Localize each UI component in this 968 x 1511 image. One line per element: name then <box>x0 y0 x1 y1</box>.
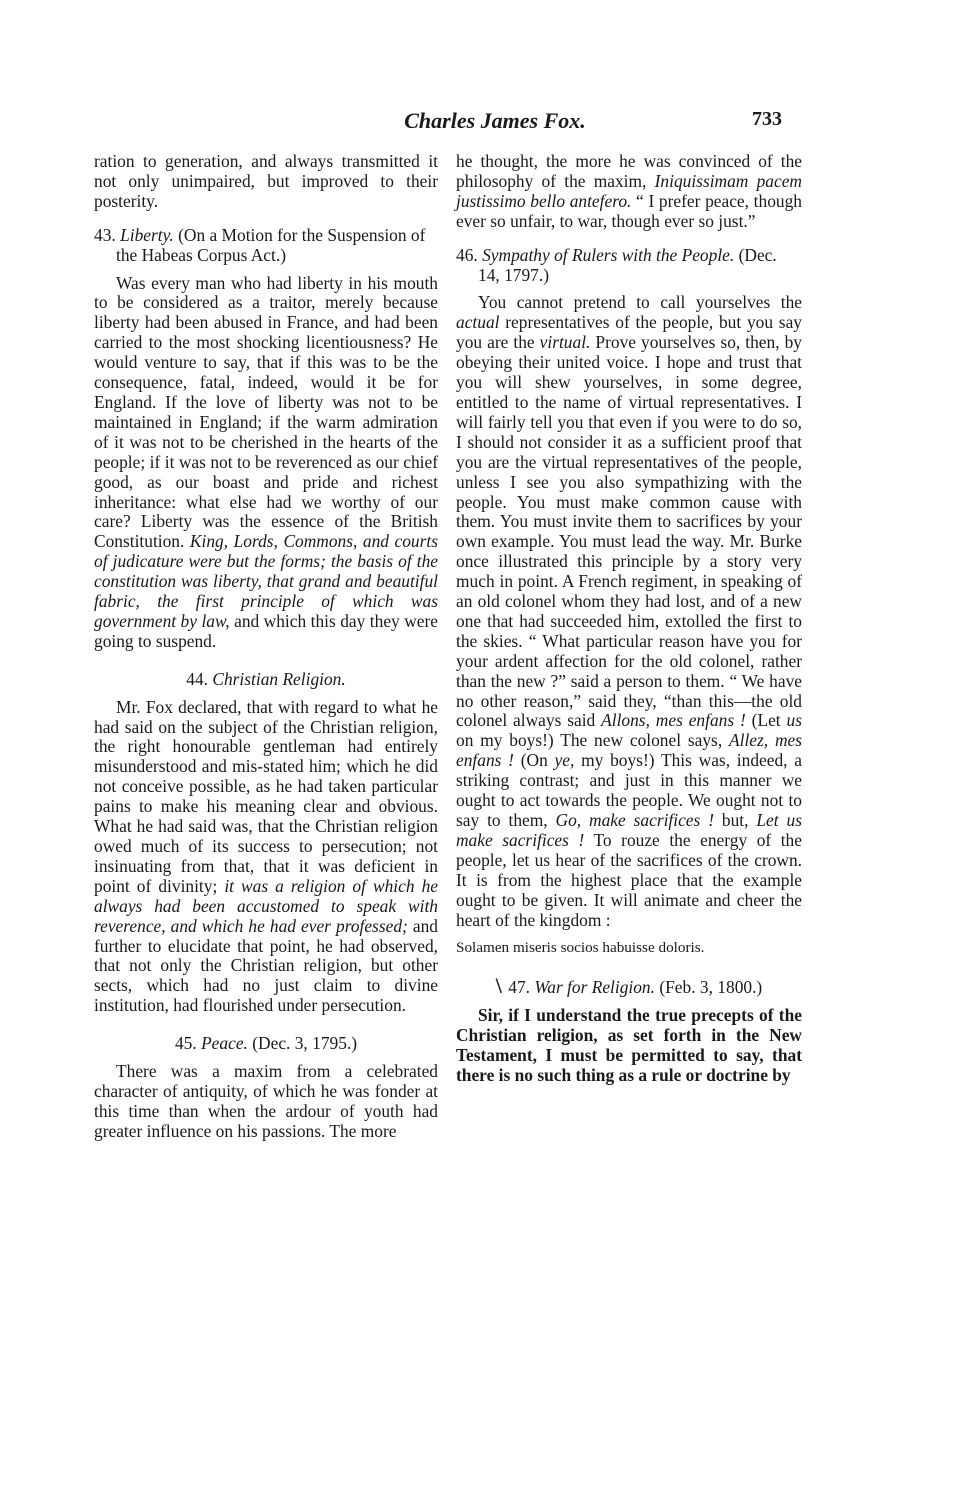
section-number: 44. <box>186 668 209 689</box>
section-44-body <box>94 698 438 1017</box>
body-text: and which this day they were going to suspend. <box>94 610 438 651</box>
section-note: (Dec. 14, 1797.) <box>478 244 777 285</box>
section-title: War for Religion. <box>534 977 655 998</box>
section-43-heading <box>94 226 438 266</box>
continued-paragraph: ration to generation, and always transmitted it not only unimpaired, but improved to their posterity. <box>94 151 438 211</box>
italic-text: virtual. <box>539 332 591 353</box>
section-title: Sympathy of Rulers with the People. <box>482 244 735 265</box>
section-46-body <box>456 293 802 930</box>
body-text: on my boys!) The new colonel says, <box>456 730 723 751</box>
body-text: he thought, the more he was convinced of the philosophy of the maxim, <box>456 151 802 191</box>
running-head-title: Charles James Fox. <box>404 108 586 133</box>
section-46-heading <box>456 246 802 286</box>
section-number: 47. <box>508 977 530 998</box>
section-title: Liberty. <box>120 224 174 245</box>
body-text: my boys!) This was, indeed, a striking contrast; and just in this manner we ought to act towards the people. We ought not to say to them, <box>456 750 802 830</box>
section-number: 46. <box>456 244 478 265</box>
italic-text: Let us make sacrifices ! <box>456 810 802 850</box>
italic-text: Allez, mes enfans ! <box>456 730 802 771</box>
section-number: 43. <box>94 224 116 245</box>
left-column <box>94 152 438 1142</box>
body-text: “ I prefer peace, though ever so unfair, to war, though ever so just.” <box>456 190 802 231</box>
section-title: Peace. <box>201 1033 248 1054</box>
body-text: (On <box>520 750 548 771</box>
body-text: (Let <box>751 710 781 731</box>
section-45-heading <box>94 1034 438 1054</box>
body-text: You cannot pretend to call yourselves the <box>478 292 802 313</box>
section-43-body <box>94 274 438 652</box>
body-text: Was every man who had liberty in his mouth to be considered as a traitor, merely because liberty had been abused in France, and had been carried to the most shocking licentiousness? He would venture to say, that if this was to be the consequence, fatal, indeed, would it be for England. If the love of liberty was not to be maintained in England; if the warm admiration of it was not to be cherished in the hearts of the people; if it was not to be reverenced as our chief good, as our boast and pride and richest inheritance: what else had we worthy of our care? Liberty was the essence of the British Constitution. <box>94 272 438 552</box>
latin-quotation: Solamen miseris socios habuisse doloris. <box>456 939 705 957</box>
body-text: and further to elucidate that point, he had observed, that not only the Christian religion, but other sects, which had no just claim to divine institution, had flourished under persecution. <box>94 915 438 1016</box>
margin-mark: \ <box>495 973 502 999</box>
section-44-heading <box>94 670 438 690</box>
italic-text: Go, make sacrifices ! <box>555 810 714 830</box>
section-47-heading <box>456 973 802 999</box>
latin-maxim: Iniquissimam pacem justissimo bello antefero. <box>456 170 802 211</box>
section-title: Christian Religion. <box>212 668 346 689</box>
body-text: but, <box>721 810 749 830</box>
italic-text: ye, <box>554 750 575 771</box>
section-47-body: Sir, if I understand the true precepts of the Christian religion, as set forth in the New Testament, I must be permitted to say, that there is no such thing as a rule or doctrine by <box>456 1005 802 1085</box>
section-number: 45. <box>174 1033 197 1054</box>
continued-paragraph <box>456 152 802 232</box>
body-text: representatives of the people, but you say you are the <box>456 312 802 353</box>
section-note: (Dec. 3, 1795.) <box>252 1033 358 1054</box>
section-note: (On a Motion for the Suspension of the Habeas Corpus Act.) <box>116 224 426 265</box>
italic-text: us <box>786 710 802 731</box>
body-text: Prove yourselves so, then, by obeying their united voice. I hope and trust that you will shew yourselves, in some degree, entitled to the name of virtual representatives. I will fairly tell you that even if you were to do so, I should not consider it as a sufficient proof that you are the virtual representatives of the people, unless I see you also sympathizing with the people. You must make common cause with them. You must invite them to sacrifices by your own example. You must lead the way. Mr. Burke once illustrated this principle by a story very much in point. A French regiment, in speaking of an old colonel whom they had lost, and of a new one that had succeeded him, extolled the first to the skies. “ What particular reason have you for your ardent affection for the old colonel, rather than the new ?” said a person to them. “ We have no other reason,” said they, “than this—the old colonel always said <box>456 332 802 731</box>
italic-text: King, Lords, Commons, and courts of judicature were but the forms; the basis of the constitution was liberty, that grand and beautiful fabric, the first principle of which was government by law, <box>94 531 438 631</box>
body-text: To rouze the energy of the people, let us hear of the sacrifices of the crown. It is from the highest place that the example ought to be given. It will animate and cheer the heart of the kingdom : <box>456 829 802 930</box>
body-text: Mr. Fox declared, that with regard to what he had said on the subject of the Christian religion, the right honourable gentleman had entirely misunderstood and mis-stated him; which he did not conceive possible, as he had taken particular pains to make his meaning clear and obvious. What he had said was, that the Christian religion owed much of its success to persecution; not insinuating from that, that it was deficient in point of divinity; <box>94 696 438 896</box>
right-column <box>456 152 802 1086</box>
italic-text: actual <box>456 312 500 333</box>
section-note: (Feb. 3, 1800.) <box>659 977 763 998</box>
section-45-body: There was a maxim from a celebrated character of antiquity, of which he was fonder at this time than when the ardour of youth had greater influence on his passions. The more <box>94 1061 438 1141</box>
page-number: 733 <box>752 108 782 130</box>
italic-text: Allons, mes enfans ! <box>601 710 746 731</box>
italic-text: it was a religion of which he always had been accustomed to speak with reverence, and which he had ever professed; <box>94 875 438 936</box>
